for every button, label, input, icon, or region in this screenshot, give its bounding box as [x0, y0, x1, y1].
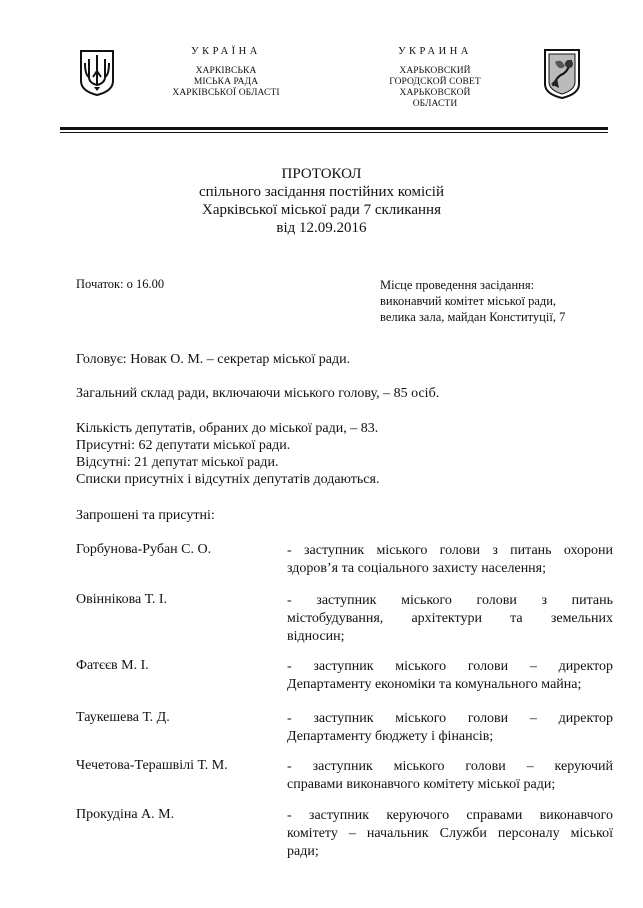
coat-of-arms-ukraine-icon — [78, 49, 116, 97]
role-line: - заступник міського голови з питань охорони — [287, 543, 613, 558]
header-right-line: ХАРЬКОВСКИЙ — [399, 66, 471, 76]
role-line: - заступник міського голови – директор — [287, 659, 613, 674]
counts-line: Кількість депутатів, обраних до міської ради, – 83. — [76, 421, 379, 436]
attendee-role — [287, 758, 613, 794]
role-line: здоров’я та соціального захисту населення; — [287, 561, 547, 576]
attendee-name: Прокудіна А. М. — [76, 807, 175, 822]
counts-line: Присутні: 62 депутати міської ради. — [76, 438, 291, 453]
header-right-line: ГОРОДСКОЙ СОВЕТ — [389, 77, 481, 87]
meeting-location — [380, 277, 565, 325]
role-line: відносин; — [287, 629, 345, 644]
role-line: - заступник міського голови з питань — [287, 593, 613, 608]
attendee-name: Горбунова-Рубан С. О. — [76, 542, 212, 557]
header-right — [380, 46, 490, 110]
attendee-role — [287, 807, 613, 861]
role-line: Департаменту економіки та комунального майна; — [287, 677, 582, 692]
header-left-line: ХАРКІВСЬКОЇ ОБЛАСТІ — [172, 88, 280, 98]
attendee-name: Чечетова-Терашвілі Т. М. — [76, 758, 228, 773]
invited-heading: Запрошені та присутні: — [76, 508, 215, 523]
attendee-role — [287, 710, 613, 746]
counts-paragraph — [76, 420, 616, 488]
meeting-start: Початок: о 16.00 — [76, 277, 165, 291]
title-line: Харківської міської ради 7 скликання — [202, 202, 441, 218]
document-title — [0, 165, 643, 237]
attendee-name: Таукешева Т. Д. — [76, 710, 170, 725]
role-line: - заступник міського голови – керуючий — [287, 759, 613, 774]
header-left-country: УКРАЇНА — [191, 46, 261, 57]
role-line: ради; — [287, 844, 319, 859]
role-line: - заступник керуючого справами виконавчого — [287, 808, 613, 823]
attendee-role — [287, 542, 613, 578]
role-line: справами виконавчого комітету міської ради; — [287, 777, 556, 792]
attendee-role — [287, 658, 613, 694]
title-heading: ПРОТОКОЛ — [281, 166, 362, 182]
city-coat-of-arms-icon — [543, 48, 581, 100]
role-line: містобудування, архітектури та земельних — [287, 611, 613, 626]
role-line: Департаменту бюджету і фінансів; — [287, 729, 494, 744]
chair-paragraph: Головує: Новак О. М. – секретар міської ради. — [76, 352, 351, 367]
header-divider — [60, 127, 608, 130]
header-left — [166, 46, 286, 99]
attendee-role — [287, 592, 613, 646]
header-right-country: УКРАИНА — [398, 46, 472, 57]
header-divider-thin — [60, 132, 608, 133]
attendee-name: Фатєєв М. І. — [76, 658, 149, 673]
header-right-line: ХАРЬКОВСКОЙ ОБЛАСТИ — [399, 88, 471, 109]
location-line: Місце проведення засідання: — [380, 278, 535, 292]
attendee-name: Овіннікова Т. І. — [76, 592, 168, 607]
header-left-line: ХАРКІВСЬКА — [195, 66, 257, 76]
role-line: комітету – начальник Служби персоналу міської — [287, 826, 613, 841]
role-line: - заступник міського голови – директор — [287, 711, 613, 726]
title-line: спільного засідання постійних комісій — [198, 184, 444, 200]
title-date: від 12.09.2016 — [276, 220, 367, 236]
location-line: виконавчий комітет міської ради, — [380, 294, 557, 308]
location-line: велика зала, майдан Конституції, 7 — [380, 310, 566, 324]
total-paragraph: Загальний склад ради, включаючи міського голову, – 85 осіб. — [76, 386, 440, 401]
counts-line: Відсутні: 21 депутат міської ради. — [76, 455, 279, 470]
header-left-line: МІСЬКА РАДА — [193, 77, 259, 87]
counts-line: Списки присутніх і відсутніх депутатів додаються. — [76, 472, 380, 487]
